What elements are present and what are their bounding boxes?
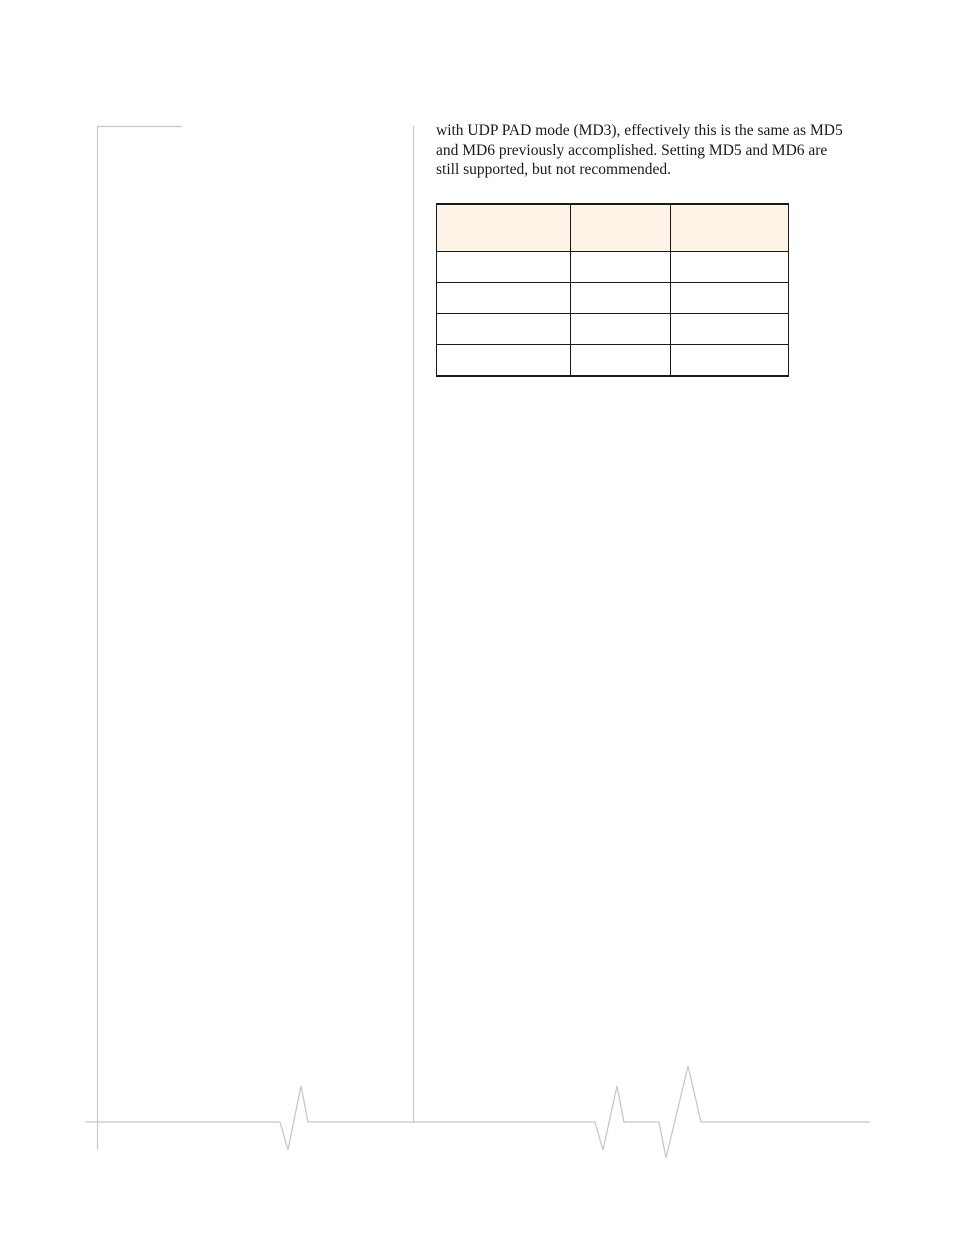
table-header-row — [437, 204, 789, 252]
table-header-cell — [671, 204, 789, 252]
data-table — [436, 203, 789, 377]
footer-heartbeat-line — [85, 1066, 870, 1158]
table-header-cell — [437, 204, 571, 252]
table-cell — [571, 283, 671, 314]
table-row — [437, 314, 789, 345]
body-paragraph: with UDP PAD mode (MD3), effectively this is the same as MD5 and MD6 previously accomplished. Setting MD5 and MD6 are still supported, but not recommended. — [436, 122, 843, 178]
table-row — [437, 345, 789, 377]
table-cell — [571, 252, 671, 283]
table-cell — [437, 252, 571, 283]
table-row — [437, 252, 789, 283]
table-header-cell — [571, 204, 671, 252]
table-cell — [571, 314, 671, 345]
table-cell — [437, 314, 571, 345]
table-cell — [437, 345, 571, 377]
table-cell — [671, 252, 789, 283]
table-cell — [671, 283, 789, 314]
table-cell — [437, 283, 571, 314]
table-cell — [571, 345, 671, 377]
table-row — [437, 283, 789, 314]
table-cell — [671, 345, 789, 377]
table-cell — [671, 314, 789, 345]
